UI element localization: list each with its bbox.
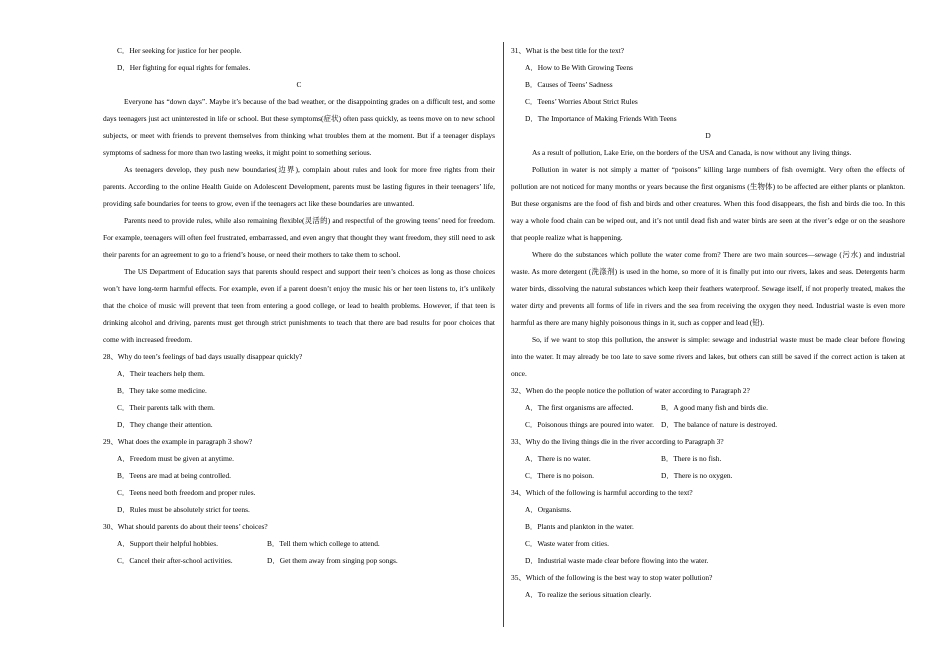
q31-option-c: C．Teens’ Worries About Strict Rules (525, 97, 638, 106)
question-32: 32、When do the people notice the pollution of water according to Paragraph 2? (511, 386, 750, 395)
q28-option-d: D．They change their attention. (117, 420, 213, 429)
q32-option-c: C．Poisonous things are poured into water. (525, 420, 654, 429)
column-divider (503, 42, 504, 627)
passage-c-paragraph-3: Parents need to provide rules, while also remaining flexible(灵活的) and respectful of the growing teens’ need for freedom. For example, teenagers will often feel frustrated, embarrassed, and even angry that thought they want freedom, they still need to ask their parents for an agreement to go to a friend’s house, or need their mothers to take them to school. (103, 216, 495, 259)
question-34: 34、Which of the following is harmful according to the text? (511, 488, 693, 497)
q34-option-c: C．Waste water from cities. (525, 539, 609, 548)
q30-options-row-2 (103, 552, 495, 569)
q33-option-c: C．There is no poison. (525, 471, 594, 480)
passage-d-paragraph-3: Where do the substances which pollute the water come from? There are two main sources—sewage (污水) and industrial waste. As more detergent (洗涤剂) is used in the home, so more of it is finally put into our rivers, lakes and seas. Detergents harm water birds, dissolving the natural substances which keep their feathers waterproof. Sewage itself, if not properly treated, makes the water dirty and prevents all forms of life in rivers and the sea from receiving the oxygen they need. Industrial waste is even more harmful as there are many highly poisonous things in it, such as copper and lead (铅). (511, 250, 905, 327)
q29-option-c: C．Teens need both freedom and proper rules. (117, 488, 256, 497)
q28-option-b: B．They take some medicine. (117, 386, 207, 395)
q30-option-d: D．Get them away from singing pop songs. (267, 556, 398, 565)
q31-option-b: B．Causes of Teens’ Sadness (525, 80, 613, 89)
q32-options-row-2 (511, 416, 905, 433)
right-column (511, 42, 905, 603)
question-35: 35、Which of the following is the best way to stop water pollution? (511, 573, 713, 582)
q28-option-a: A．Their teachers help them. (117, 369, 205, 378)
q33-options-row-1 (511, 450, 905, 467)
passage-c-paragraph-4: The US Department of Education says that parents should respect and support their teen’s choices as long as those choices won’t have long-term harmful effects. For example, even if a parent doesn’t enjoy the music his or her teen listens to, it’s unlikely that the choice of music will prevent that teen from entering a good college, or lead to health problems. However, if that teen is drinking alcohol and driving, parents must get through strict punishments to teach that there are bad results for poor choices that come with increased freedom. (103, 267, 495, 344)
q35-option-a: A．To realize the serious situation clearly. (525, 590, 652, 599)
q32-option-d: D．The balance of nature is destroyed. (661, 420, 778, 429)
q33-options-row-2 (511, 467, 905, 484)
q30-option-a: A．Support their helpful hobbies. (117, 539, 218, 548)
q34-option-b: B．Plants and plankton in the water. (525, 522, 634, 531)
question-33: 33、Why do the living things die in the river according to Paragraph 3? (511, 437, 724, 446)
q34-option-d: D．Industrial waste made clear before flowing into the water. (525, 556, 709, 565)
question-28: 28、Why do teen’s feelings of bad days usually disappear quickly? (103, 352, 303, 361)
passage-c-paragraph-2: As teenagers develop, they push new boundaries(边界), complain about rules and look for more free rights from their parents. According to the online Health Guide on Adolescent Development, parents must be lasting figures in their teenagers’ life, providing safe boundaries for teens to grow, even if the teenagers act like these boundaries are unwanted. (103, 165, 495, 208)
section-d-heading: D (705, 131, 711, 140)
section-c-heading: C (296, 80, 302, 89)
q29-option-a: A．Freedom must be given at anytime. (117, 454, 234, 463)
question-31: 31、What is the best title for the text? (511, 46, 625, 55)
q32-option-b: B．A good many fish and birds die. (661, 403, 768, 412)
q29-option-b: B．Teens are mad at being controlled. (117, 471, 231, 480)
q28-option-c: C．Their parents talk with them. (117, 403, 215, 412)
question-30: 30、What should parents do about their teens’ choices? (103, 522, 268, 531)
passage-d-paragraph-2: Pollution in water is not simply a matter of “poisons” killing large numbers of fish overnight. Very often the effects of pollution are not noticed for many months or years because the first organisms (生物体) to be affected are either plants or plankton. But these organisms are the food of fish and birds and other creatures. When this food disappears, the fish and birds die too. In this way a whole food chain can be wiped out, and it’s not until dead fish and water birds are seen at the river’s edge or on the seashore that people realize what is happening. (511, 165, 905, 242)
q33-option-a: A．There is no water. (525, 454, 591, 463)
q30-option-b: B．Tell them which college to attend. (267, 539, 380, 548)
left-column (103, 42, 495, 569)
q30-options-row-1 (103, 535, 495, 552)
q34-option-a: A．Organisms. (525, 505, 572, 514)
q32-options-row-1 (511, 399, 905, 416)
q32-option-a: A．The first organisms are affected. (525, 403, 634, 412)
passage-d-paragraph-4: So, if we want to stop this pollution, the answer is simple: sewage and industrial waste must be made clear before flowing into the water. It may already be too late to save some rivers and lakes, but others can still be saved if the correct action is taken at once. (511, 335, 905, 378)
q33-option-b: B．There is no fish. (661, 454, 722, 463)
q30-option-c: C．Cancel their after-school activities. (117, 556, 233, 565)
q31-option-a: A．How to Be With Growing Teens (525, 63, 633, 72)
question-29: 29、What does the example in paragraph 3 show? (103, 437, 253, 446)
q29-option-d: D．Rules must be absolutely strict for teens. (117, 505, 250, 514)
passage-c-paragraph-1: Everyone has “down days”. Maybe it’s because of the bad weather, or the disappointing grades on a difficult test, and some days teenagers just act uninterested in life or school. But these symptoms(症状) often pass quickly, as teens move on to new school subjects, or meet with friends to prevent themselves from thinking what troubles them at the moment. But if a teenager displays symptoms of sadness for more than two lasting weeks, it might point to something serious. (103, 97, 495, 157)
q31-option-d: D．The Importance of Making Friends With Teens (525, 114, 677, 123)
passage-d-paragraph-1: As a result of pollution, Lake Erie, on the borders of the USA and Canada, is now without any living things. (532, 148, 852, 157)
q33-option-d: D．There is no oxygen. (661, 471, 733, 480)
option-d-prev: D．Her fighting for equal rights for females. (117, 63, 251, 72)
option-c-prev: C．Her seeking for justice for her people. (117, 46, 242, 55)
